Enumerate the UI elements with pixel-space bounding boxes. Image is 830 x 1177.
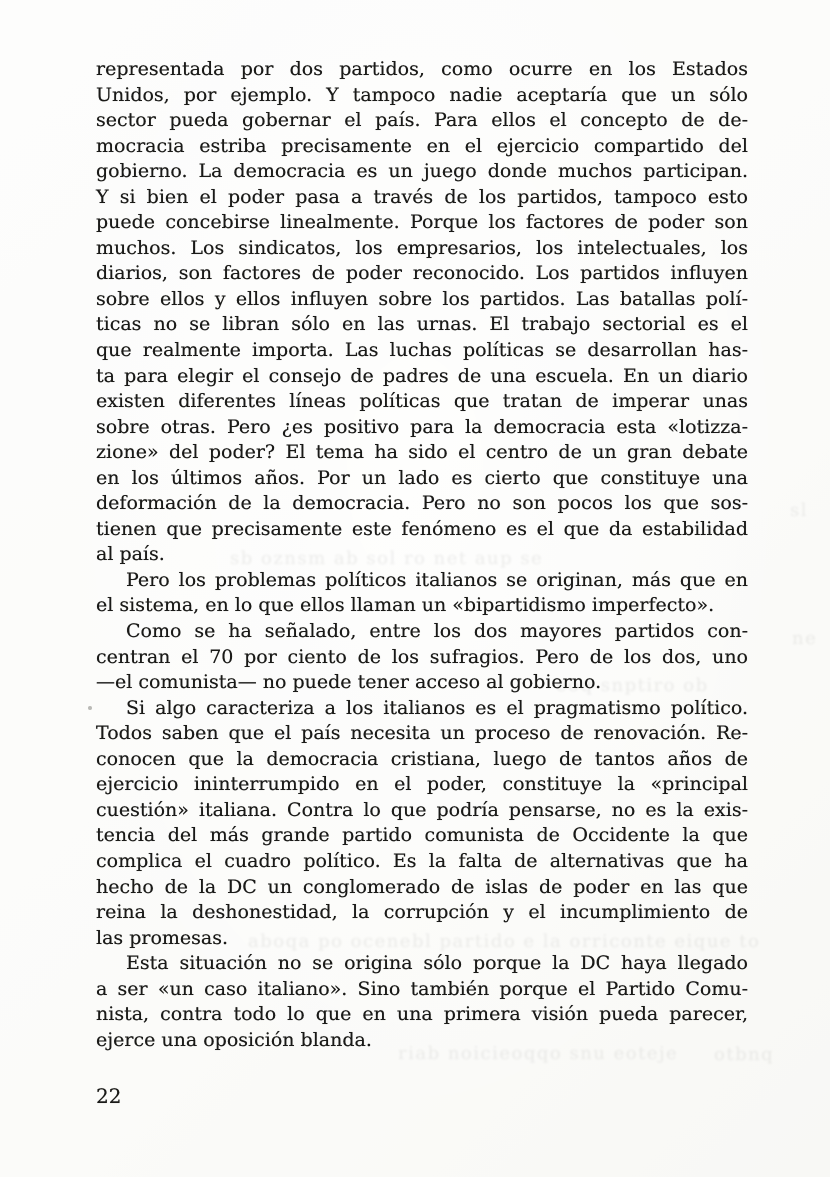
- text-line: reina la deshonestidad, la corrupción y el incumplimiento de: [96, 901, 748, 924]
- text-line: sobre otras. Pero ¿es positivo para la democracia esta «lotizza-: [96, 415, 748, 438]
- text-line: Unidos, por ejemplo. Y tampoco nadie aceptaría que un sólo: [96, 83, 748, 106]
- text-line: tencia del más grande partido comunista de Occidente la que: [96, 824, 748, 847]
- text-line: Pero los problemas políticos italianos se originan, más que en: [126, 568, 748, 591]
- text-block: [96, 57, 748, 1053]
- text-line: Todos saben que el país necesita un proceso de renovación. Re-: [96, 722, 748, 745]
- text-line: complica el cuadro político. Es la falta de alternativas que ha: [96, 849, 748, 872]
- scan-speck: [88, 706, 92, 710]
- text-line: Y si bien el poder pasa a través de los partidos, tampoco esto: [96, 185, 748, 208]
- text-line: existen diferentes líneas políticas que tratan de imperar unas: [96, 390, 748, 413]
- bleedthrough-artifact: riab noicieoqqo snu eoteje: [398, 1043, 679, 1064]
- bleedthrough-artifact: sb oznsm ab sol ro net aup se: [230, 548, 544, 569]
- text-line: Como se ha señalado, entre los dos mayores partidos con-: [126, 620, 748, 643]
- text-line: Si algo caracteriza a los italianos es el pragmatismo político.: [126, 696, 748, 719]
- text-line: sector pueda gobernar el país. Para ellos el concepto de de-: [96, 109, 748, 132]
- text-line: diarios, son factores de poder reconocido. Los partidos influyen: [96, 262, 748, 285]
- text-line: al país.: [96, 543, 165, 566]
- text-line: ta para elegir el consejo de padres de una escuela. En un diario: [96, 364, 748, 387]
- text-line: ejercicio ininterrumpido en el poder, constituye la «principal: [96, 773, 748, 796]
- text-line: en los últimos años. Por un lado es cierto que constituye una: [96, 466, 748, 489]
- text-line: ejerce una oposición blanda.: [96, 1028, 372, 1051]
- text-line: puede concebirse linealmente. Porque los factores de poder son: [96, 211, 748, 234]
- text-line: cuestión» italiana. Contra lo que podría pensarse, no es la exis-: [96, 798, 748, 821]
- text-line: gobierno. La democracia es un juego donde muchos participan.: [96, 160, 748, 183]
- text-line: deformación de la democracia. Pero no son pocos los que sos-: [96, 492, 748, 515]
- text-line: sobre ellos y ellos influyen sobre los partidos. Las batallas polí-: [96, 287, 748, 310]
- text-line: representada por dos partidos, como ocurre en los Estados: [96, 58, 748, 80]
- bleedthrough-artifact: eoq snptiro ob: [556, 675, 709, 696]
- bleedthrough-artifact: ne: [792, 628, 818, 649]
- text-line: —el comunista— no puede tener acceso al gobierno.: [96, 671, 602, 694]
- text-line: a ser «un caso italiano». Sino también porque el Partido Comu-: [96, 977, 748, 1000]
- text-line: muchos. Los sindicatos, los empresarios, los intelectuales, los: [96, 236, 748, 259]
- text-line: centran el 70 por ciento de los sufragios. Pero de los dos, uno: [96, 645, 748, 668]
- text-line: ticas no se libran sólo en las urnas. El trabajo sectorial es el: [96, 313, 748, 336]
- text-line: tienen que precisamente este fenómeno es el que da estabilidad: [96, 517, 748, 540]
- text-line: nista, contra todo lo que en una primera visión pueda parecer,: [96, 1003, 748, 1026]
- bleedthrough-artifact: otbnq: [714, 1044, 775, 1065]
- text-line: hecho de la DC un conglomerado de islas de poder en las que: [96, 875, 748, 898]
- bleedthrough-artifact: sl: [790, 500, 808, 521]
- bleedthrough-artifact: aboqa po ocenebl partido e la orriconte eique to: [248, 931, 761, 952]
- text-line: mocracia estriba precisamente en el ejercicio compartido del: [96, 134, 748, 157]
- text-line: que realmente importa. Las luchas políticas se desarrollan has-: [96, 339, 748, 362]
- text-line: el sistema, en lo que ellos llaman un «bipartidismo imperfecto».: [96, 594, 715, 617]
- text-line: zione» del poder? El tema ha sido el centro de un gran debate: [96, 441, 748, 464]
- text-line: conocen que la democracia cristiana, luego de tantos años de: [96, 747, 748, 770]
- text-line: las promesas.: [96, 926, 229, 949]
- text-line: Esta situación no se origina sólo porque la DC haya llegado: [126, 952, 748, 975]
- page-number: 22: [96, 1084, 122, 1108]
